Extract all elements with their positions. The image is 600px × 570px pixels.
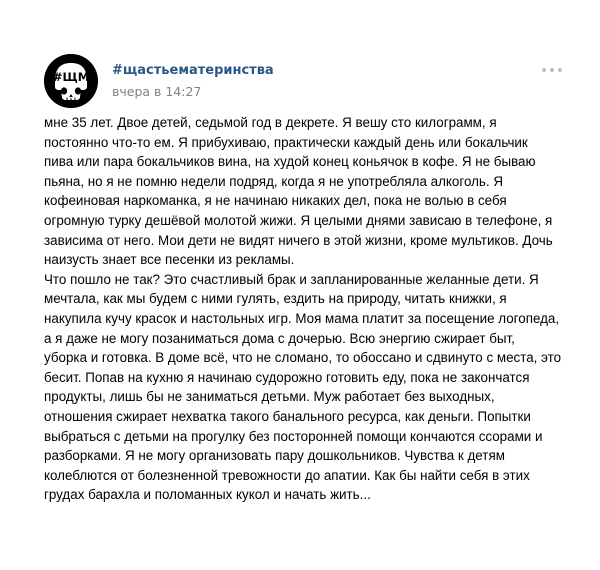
post-header bbox=[44, 54, 564, 112]
more-options-button[interactable] bbox=[540, 62, 564, 78]
more-dots-icon bbox=[542, 68, 546, 72]
group-name-link[interactable]: #щастьематеринства bbox=[112, 63, 274, 78]
group-avatar[interactable] bbox=[44, 54, 98, 108]
more-dots-icon bbox=[550, 68, 554, 72]
post-time[interactable]: вчера в 14:27 bbox=[112, 84, 202, 99]
skull-icon bbox=[44, 54, 98, 108]
more-dots-icon bbox=[558, 68, 562, 72]
post-text: мне 35 лет. Двое детей, седьмой год в декрете. Я вешу сто килограмм, я постоянно что-то ем. Я прибухиваю, практически каждый день или бокальчик пива или пара бокальчиков вина, на худой конец коньячок в кофе. Я не бываю пьяна, но я не помню недели подряд, когда я не употребляла алкоголь. Я кофеиновая наркоманка, я не начинаю никаких дел, пока не волью в себя огромную турку дешёвой молотой жижи. Я целыми днями зависаю в телефоне, я зависима от него. Мои дети не видят ничего в этой жизни, кроме мультиков. Дочь наизусть знает все песенки из рекламы. Что пошло не так? Это счастливый брак и запланированные желанные дети. Я мечтала, как мы будем с ними гулять, ездить на природу, читать книжки, я накупила кучу красок и настольных игр. Моя мама платит за посещение логопеда, а я даже не могу позаниматься дома с дочерью. Всю энергию сжирает быт, уборка и готовка. В доме всё, что не сломано, то обоссано и сдвинуто с места, это бесит. Попав на кухню я начинаю судорожно готовить еду, пока не закончатся продукты, лишь бы не заниматься детьми. Муж работает без выходных, отношения сжирает нехватка такого банального ресурса, как деньги. Попытки выбраться с детьми на прогулку без посторонней помощи кончаются ссорами и разборками. Я не могу организовать пару дошкольников. Чувства к детям колеблются от болезненной тревожности до апатии. Как бы найти себя в этих грудах барахла и поломанных кукол и начать жить... bbox=[44, 115, 562, 503]
avatar-text: #ЩМ bbox=[52, 70, 90, 84]
